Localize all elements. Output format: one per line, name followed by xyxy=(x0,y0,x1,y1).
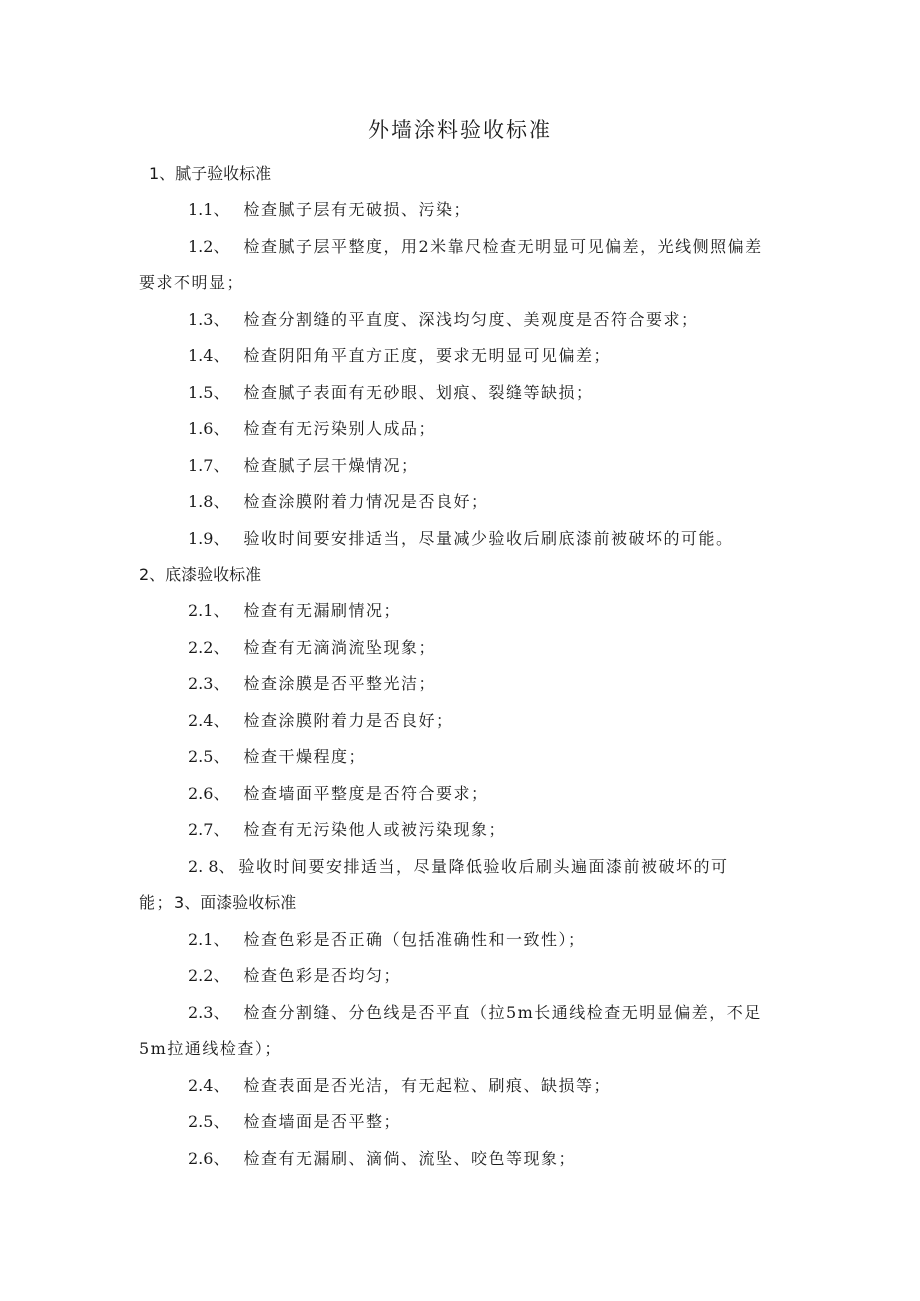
item-number: 1.7、 xyxy=(188,456,230,475)
item-continuation: 5m拉通线检查）； xyxy=(139,1039,282,1058)
item-continuation: 要求不明显； xyxy=(139,273,245,292)
section-1-heading: 1、腻子验收标准 xyxy=(149,164,272,183)
item-number: 2.3、 xyxy=(188,1003,230,1022)
item-number: 2. 8、 xyxy=(188,857,235,876)
item-text: 检查有无漏刷情况； xyxy=(243,601,401,620)
item-text: 检查涂膜是否平整光洁； xyxy=(243,674,436,693)
mixed-line xyxy=(139,892,920,914)
item-number: 1.1、 xyxy=(188,200,230,219)
item-number: 2.7、 xyxy=(188,820,230,839)
section-2-heading: 2、底漆验收标准 xyxy=(139,565,262,584)
list-item xyxy=(188,345,920,367)
list-item xyxy=(188,600,920,622)
list-item xyxy=(188,710,920,732)
item-number: 2.4、 xyxy=(188,1076,230,1095)
list-item xyxy=(188,382,920,404)
item-number: 2.1、 xyxy=(188,601,230,620)
item-text: 检查表面是否光洁，有无起粒、刷痕、缺损等； xyxy=(243,1076,611,1095)
item-text: 检查涂膜附着力是否良好； xyxy=(243,711,454,730)
item-number: 2.2、 xyxy=(188,638,230,657)
list-item xyxy=(188,819,920,841)
item-text: 检查有无滴淌流坠现象； xyxy=(243,638,436,657)
list-item xyxy=(188,965,920,987)
section-3-heading: 3、面漆验收标准 xyxy=(174,893,297,912)
item-number: 2.1、 xyxy=(188,930,230,949)
item-number: 2.4、 xyxy=(188,711,230,730)
item-number: 1.3、 xyxy=(188,310,230,329)
item-number: 1.9、 xyxy=(188,529,230,548)
list-item xyxy=(188,199,920,221)
list-item xyxy=(188,1002,920,1024)
list-item xyxy=(188,236,920,258)
item-continuation: 能； xyxy=(139,893,175,912)
list-item xyxy=(188,637,920,659)
item-number: 1.8、 xyxy=(188,492,230,511)
item-text: 验收时间要安排适当，尽量降低验收后刷头遍面漆前被破坏的可 xyxy=(238,857,729,876)
item-number: 1.4、 xyxy=(188,346,230,365)
item-number: 1.6、 xyxy=(188,419,230,438)
item-text: 检查腻子层平整度，用2米靠尺检查无明显可见偏差，光线侧照偏差 xyxy=(243,237,763,256)
item-text: 检查墙面是否平整； xyxy=(243,1112,401,1131)
item-text: 检查有无污染别人成品； xyxy=(243,419,436,438)
list-item xyxy=(188,746,920,768)
item-number: 1.5、 xyxy=(188,383,230,402)
item-text: 验收时间要安排适当，尽量减少验收后刷底漆前被破坏的可能。 xyxy=(243,529,734,548)
list-item xyxy=(188,491,920,513)
list-item xyxy=(188,783,920,805)
list-item xyxy=(188,455,920,477)
item-text: 检查色彩是否均匀； xyxy=(243,966,401,985)
item-number: 2.2、 xyxy=(188,966,230,985)
item-text: 检查涂膜附着力情况是否良好； xyxy=(243,492,489,511)
list-item xyxy=(188,856,920,878)
list-item xyxy=(188,418,920,440)
item-number: 2.6、 xyxy=(188,1149,230,1168)
list-item xyxy=(188,929,920,951)
list-item xyxy=(188,528,920,550)
item-number: 2.5、 xyxy=(188,1112,230,1131)
list-item xyxy=(188,309,920,331)
list-item xyxy=(188,1148,920,1170)
item-text: 检查腻子层有无破损、污染； xyxy=(243,200,471,219)
list-item xyxy=(188,1111,920,1133)
item-number: 2.3、 xyxy=(188,674,230,693)
item-text: 检查分割缝的平直度、深浅均匀度、美观度是否符合要求； xyxy=(243,310,699,329)
item-text: 检查阴阳角平直方正度，要求无明显可见偏差； xyxy=(243,346,611,365)
document-title: 外墙涂料验收标准 xyxy=(368,118,552,142)
item-text: 检查腻子层干燥情况； xyxy=(243,456,419,475)
item-number: 2.6、 xyxy=(188,784,230,803)
item-text: 检查墙面平整度是否符合要求； xyxy=(243,784,489,803)
list-item xyxy=(188,673,920,695)
list-item xyxy=(188,1075,920,1097)
item-number: 1.2、 xyxy=(188,237,230,256)
item-text: 检查有无污染他人或被污染现象； xyxy=(243,820,506,839)
item-number: 2.5、 xyxy=(188,747,230,766)
item-text: 检查色彩是否正确（包括准确性和一致性）； xyxy=(243,930,586,949)
item-text: 检查有无漏刷、滴倘、流坠、咬色等现象； xyxy=(243,1149,576,1168)
item-text: 检查分割缝、分色线是否平直（拉5m长通线检查无明显偏差，不足 xyxy=(243,1003,762,1022)
item-text: 检查干燥程度； xyxy=(243,747,366,766)
item-text: 检查腻子表面有无砂眼、划痕、裂缝等缺损； xyxy=(243,383,594,402)
